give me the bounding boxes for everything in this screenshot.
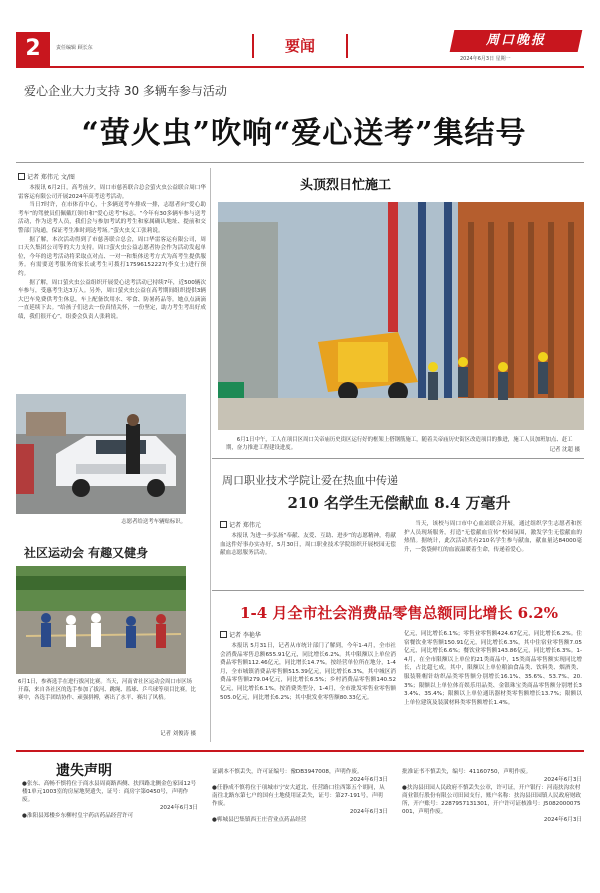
notice-rule (16, 750, 584, 752)
page-number: 2 (16, 32, 50, 66)
headline-rule (16, 162, 584, 163)
retail-byline: 记者 李艳华 (220, 630, 261, 639)
volunteer-car-photo (16, 394, 186, 514)
car-photo-caption: 志愿者给送考车辆贴标识。 (121, 519, 186, 525)
notice-title: 遗失声明 (56, 763, 112, 779)
feature-caption: 6月1日中午，工人在项目区周口关帝庙历史街区运行好的框架上搭钢筋施工，随着关帝庙历史街区改造项目的推进，施工人员加班加点、赶工期，奋力推进工程建设进度。 (226, 437, 573, 451)
retail-headline: 1-4 月全市社会消费品零售总额同比增长 6.2% (240, 604, 558, 622)
issue-date: 2024年6月3日 星期一 (460, 56, 511, 62)
community-caption: 6月1日，参赛选手在进行拔河比赛。当天，河南省社区运动会周口市区场开幕，来自各社区的选手参加了拔河、跳绳、篮球、乒乓球等项目比赛。比赛中，各选手团结协作、顽强拼搏，赛出了水平、赛出了风格。 (18, 679, 196, 701)
lead-headline: “萤火虫”吹响“爱心送考”集结号 (81, 116, 527, 151)
lead-body: 本报讯 6月2日，高考前夕，周口市慈善联合总会萤火虫公益联合周口华雷客运有限公司开展2024年高考送考活动。 当日7时许，在市体育中心，十多辆送考车排成一排，志愿者向“爱心助考车”的驾驶员们佩戴红领巾和“爱心送考”标志。“今年有30多辆车参与送考活动，作为送考人员，我们会与参加考试的考生和家属确认地址、提前和交警部门沟通，保证考生准时到达考场。”萤火虫义工张莉说。 据了解，本次活动得到了市慈善联合总会，周口华雷客运有限公司，周口天久集团公司等的大力支持。周口萤火虫公益志愿者协会作为活动发起单位，今年的送考活动将采取点对点、一对一和集体送考方式为高考生提供服务。有需要送考服务的家长或考生可拨打17596152227(李女士)进行预约。 据了解，周口萤火虫公益组织开展爱心送考活动已持续7年，近500辆次车参与，受惠考生达3万人。另外，周口萤火虫公益在高考期间组织提供3辆大巴车免费供考生休息，车上配备饮用水、零食、防暑药品等。她点点滴滴一直延续下去。“给孩子们送去一份真情关怀，一份坚定，助力考生考出好成绩，我们很开心”，组委会负责人张莉说。 (18, 185, 206, 320)
tug-of-war-photo (16, 566, 186, 674)
lead-byline: 记者 郑伟元 文/图 (18, 172, 75, 181)
notice-col-3: 批准证书不慎丢失，编号：41160750，声明作废。 2024年6月3日 ●扶沟县田园人民政府不慎丢失公章，许可证，开户银行：河南扶沟农村商业银行股份有限公司田园支行，账户名称：扶沟县田园镇人民政府财政所，开户账号：2287957131301，开户许可证核准号：J5082000075001，声明作废。 2024年6月3日 (402, 769, 582, 823)
construction-photo (218, 202, 584, 430)
blood-kicker: 周口职业技术学院让爱在热血中传递 (222, 474, 398, 487)
rule (212, 590, 584, 591)
feature-title: 头顶烈日忙施工 (300, 178, 392, 193)
column-divider (210, 168, 211, 742)
community-credit: 记者 刘俊涛 摄 (160, 731, 196, 737)
blood-byline: 记者 郑伟元 (220, 520, 261, 529)
rule (212, 458, 584, 459)
top-rule (16, 66, 584, 68)
blood-col1: 本报讯 为进一步弘扬“奉献、友爱、互助、进步”的志愿精神，将献血这件好事办实办好，5月30日，周口职业技术学院组织开展校园无偿献血志愿服务活动。 (220, 533, 396, 557)
blood-col2: 当天，该校与周口市中心血站联合开展，通过组织学生志愿者和医护人员现场服务，打造“无偿献血宣传”校园氛围，激发学生无偿献血的热情。据统计，此次活动共有210名学生参与献血，献血量达84000毫升，一袋袋鲜红的血液温暖着生命，传递着爱心。 (404, 521, 582, 553)
newspaper-logo: 周口晚报 (450, 30, 583, 52)
feature-credit: 记者 沈超 摄 (549, 447, 580, 453)
notice-col-2: 证副本不慎丢失，许可证编号：豫DB3947008，声明作废。 2024年6月3日 ●任静成不慎将位于项城市宁安大道北、任营路口往西第五个胡同，从南往北路东第七户的国有土地使用证丢失，证号：第27-191号，声明作废。 2024年6月3日 ●郸城县巴集镇西王庄营业点药品经营 (212, 769, 388, 823)
lead-kicker: 爱心企业大力支持 30 多辆车参与活动 (24, 84, 227, 98)
retail-col1: 本报讯 5月31日，记者从市统计部门了解到，今年1-4月，全市社会消费品零售总额655.91亿元，同比增长6.2%。其中限额以上单位消费品零售额112.46亿元，同比增长14.7%。按经营单位所在地分，1-4月，全市城镇消费品零售额515.39亿元，同比增长6.3%，其中城区消费品零售额279.04亿元，同比增长6.5%；乡村消费品零售额140.52亿元，同比增长6.1%。按消费类型分，1-4月，全市批发零售业零售额505.0亿元，同比增长6.2%；其中批发业零售额80.33亿元。 (220, 643, 396, 701)
notice-col-1: ●张东、高畅不慎将位于商水县周商路西侧、扶四路北侧金色家园12号楼1单元1003室的房屋地契遗失，证号：商房字第0450号，声明作废。 2024年6月3日 ●淮阳县郑楼乡东柳村皇宇药店药品经营许可 (22, 781, 198, 819)
blood-headline: 210 名学生无偿献血 8.4 万毫升 (287, 494, 511, 512)
retail-col2: 亿元，同比增长6.1%；零售业零售额424.67亿元，同比增长6.2%。住宿餐饮业零售额150.91亿元，同比增长6.3%，其中住宿业零售额7.05亿元，同比增长6.6%；餐饮业零售额143.86亿元，同比增长6.3%。1-4月，在全市限额以上单位的21类商品中，15类商品零售额实现同比增长，占比超七成。其中，限额以上单位粮油食品类、饮料类、烟酒类、服装鞋帽针纺织品类零售额分别增长16.1%、35.6%、53.7%、20.3%；限额以上单位体育娱乐用品类、金银珠宝类商品零售额分别增长33.4%、35.4%；限额以上单位通讯器材类零售额增长13.7%；限额以上单位建筑及装潢材料类零售额增长1.4%。 (404, 631, 582, 706)
editor-credit: 责任编辑 顾长东 (56, 45, 93, 51)
section-title: 要闻 (252, 34, 348, 58)
community-title: 社区运动会 有趣又健身 (24, 546, 149, 560)
